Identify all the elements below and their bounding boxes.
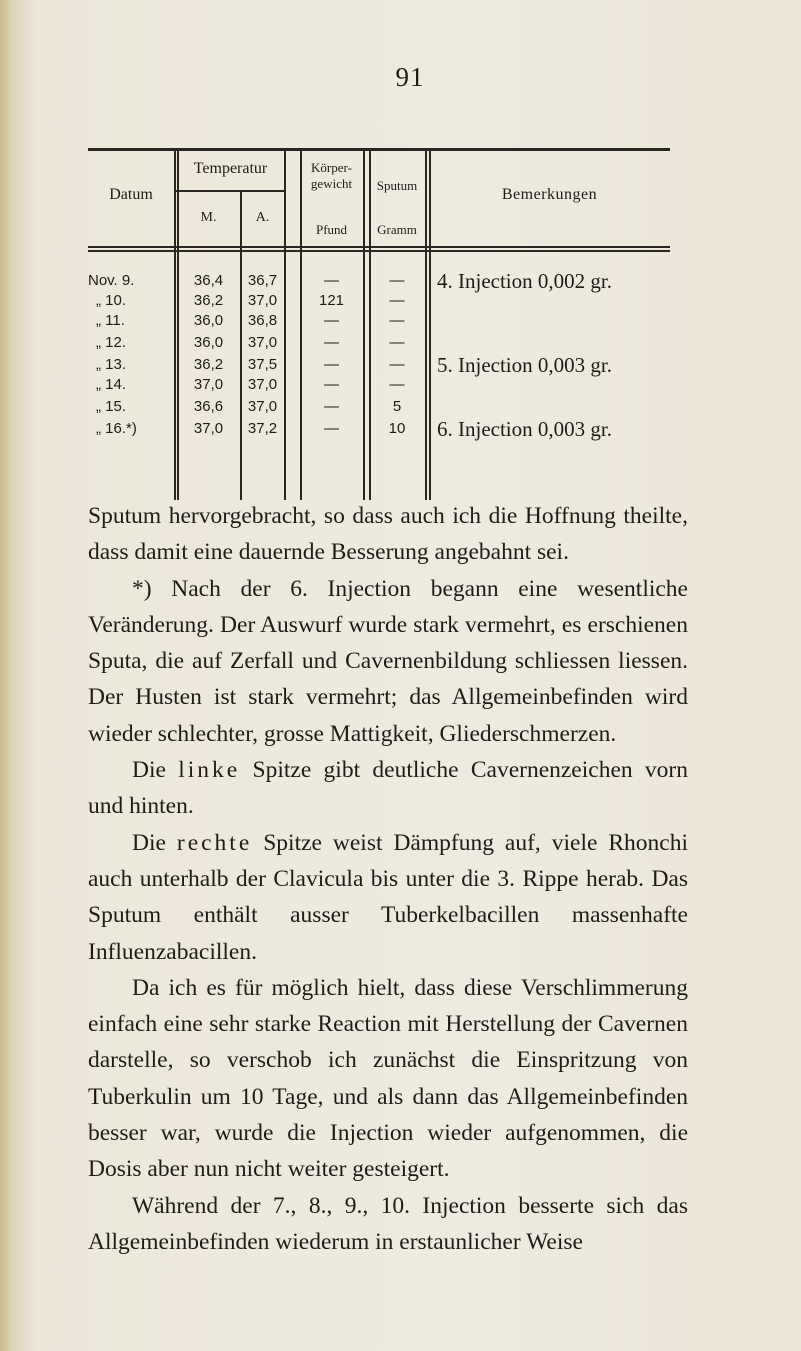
row-2-a: 37,0: [247, 292, 278, 309]
temperature-subheader-rule: [176, 190, 284, 192]
header-bemerkungen: Bemerkungen: [501, 186, 598, 203]
row-7-a: 37,0: [247, 398, 278, 415]
header-a: A.: [255, 210, 270, 225]
row-3-m: 36,0: [193, 312, 224, 329]
row-2-datum: „ 10.: [96, 292, 127, 309]
remark-injection-4: 4. Injection 0,002 gr.: [437, 269, 612, 293]
page-number: 91: [395, 62, 425, 92]
column-rule: [363, 148, 365, 500]
row-5-a: 37,5: [247, 356, 278, 373]
row-4-datum: „ 12.: [96, 334, 127, 351]
row-4-a: 37,0: [247, 334, 278, 351]
text: Die: [132, 757, 179, 784]
emphasis-text: rechte: [176, 829, 253, 856]
row-1-a: 36,7: [247, 272, 278, 289]
row-1-sputum: —: [389, 272, 405, 289]
header-temperatur: Temperatur: [193, 160, 268, 177]
row-6-gewicht: —: [324, 376, 339, 393]
header-koerpergewicht: [300, 160, 363, 192]
remark-injection-5: 5. Injection 0,003 gr.: [437, 353, 612, 377]
row-8-a: 37,2: [247, 420, 278, 437]
temperature-table: [88, 148, 670, 500]
header-gramm: Gramm: [377, 222, 417, 237]
row-1-m: 36,4: [193, 272, 224, 289]
row-6-datum: „ 14.: [96, 376, 127, 393]
header-pfund: Pfund: [315, 222, 348, 237]
paragraph: Sputum hervorgebracht, so dass auch ich die Hoffnung theilte, dass damit eine dauernde Besserung angebahnt sei.: [88, 503, 688, 566]
row-2-gewicht: 121: [318, 292, 345, 309]
row-3-sputum: —: [389, 312, 405, 329]
emphasis-text: linke: [178, 757, 241, 784]
paragraph: Da ich es für möglich hielt, dass diese Verschlimmerung einfach eine sehr starke Reaction mit Herstellung der Cavernen darstelle, so verschob ich zunächst die Einspritzung von Tuberkulin um 10 Tage, und als dann das Allgemeinbefinden besser war, wurde die Injection wieder aufgenommen, die Dosis aber nun nicht weiter gesteigert.: [88, 974, 688, 1183]
row-3-gewicht: —: [324, 312, 339, 329]
row-1-gewicht: —: [324, 272, 339, 289]
row-6-m: 37,0: [193, 376, 224, 393]
row-5-datum: „ 13.: [96, 356, 127, 373]
header-datum: Datum: [109, 186, 153, 203]
header-sputum: Sputum: [376, 178, 418, 193]
row-8-sputum: 10: [388, 420, 406, 437]
row-8-m: 37,0: [193, 420, 224, 437]
text: Spitze weist Dämpfung auf, viele Rhonchi auch unterhalb der Clavicula bis unter die 3. Rippe herab. Das Sputum enthält ausser Tuberkelbacillen massenhafte Influenzabacillen.: [88, 829, 688, 965]
paragraph: [88, 825, 688, 970]
row-4-m: 36,0: [193, 334, 224, 351]
row-8-datum: „ 16.*): [96, 420, 137, 437]
row-5-gewicht: —: [324, 356, 339, 373]
row-5-m: 36,2: [193, 356, 224, 373]
row-3-a: 36,8: [247, 312, 278, 329]
row-7-sputum: 5: [392, 398, 402, 415]
header-koerpergewicht-1: Körper-: [311, 160, 352, 175]
row-8-gewicht: —: [324, 420, 339, 437]
row-6-a: 37,0: [247, 376, 278, 393]
body-text: [88, 498, 688, 1260]
row-3-datum: „ 11.: [96, 312, 125, 329]
row-2-m: 36,2: [193, 292, 224, 309]
header-m: M.: [200, 210, 217, 225]
column-rule: [425, 148, 427, 500]
paragraph: Während der 7., 8., 9., 10. Injection besserte sich das Allgemeinbefinden wiederum in erstaunlicher Weise: [88, 1192, 688, 1255]
remark-injection-6: 6. Injection 0,003 gr.: [437, 417, 612, 441]
row-4-gewicht: —: [324, 334, 339, 351]
row-2-sputum: —: [389, 292, 405, 309]
row-7-m: 36,6: [193, 398, 224, 415]
row-7-datum: „ 15.: [96, 398, 127, 415]
row-4-sputum: —: [389, 334, 405, 351]
row-6-sputum: —: [389, 376, 405, 393]
text: Die: [132, 829, 177, 856]
row-5-sputum: —: [389, 356, 405, 373]
footnote-paragraph: *) Nach der 6. Injection begann eine wesentliche Veränderung. Der Auswurf wurde stark vermehrt, es erschienen Sputa, die auf Zerfall und Cavernenbildung schliessen liessen. Der Husten ist stark vermehrt; das Allgemeinbefinden wird wieder schlechter, grosse Mattigkeit, Gliederschmerzen.: [88, 575, 688, 747]
text: Spitze gibt deutliche Cavernenzeichen vorn und hinten.: [88, 757, 688, 820]
header-koerpergewicht-2: gewicht: [310, 176, 353, 191]
paragraph: [88, 752, 688, 825]
column-rule: [284, 148, 286, 500]
row-1-datum: Nov. 9.: [88, 272, 135, 289]
row-7-gewicht: —: [324, 398, 339, 415]
